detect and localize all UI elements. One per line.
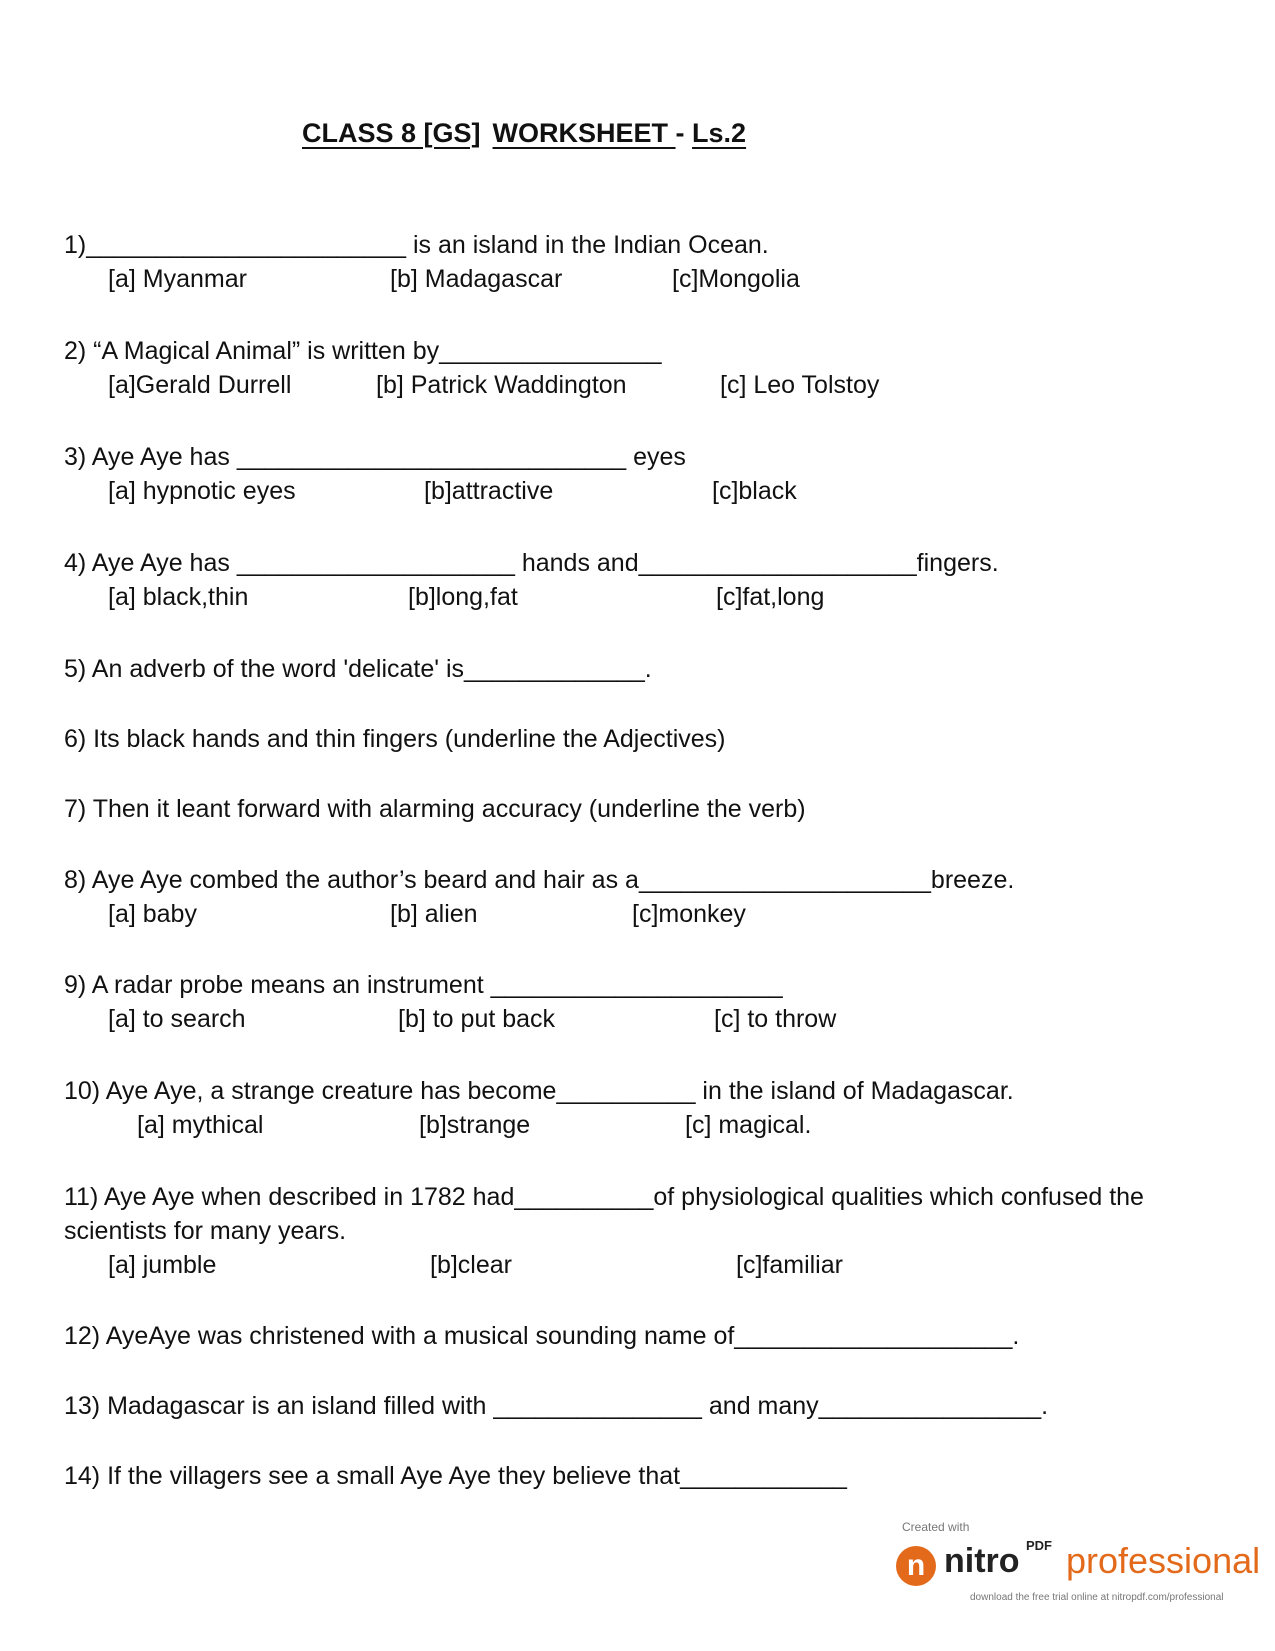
option-a: [a] hypnotic eyes: [108, 477, 296, 505]
question-10: 10) Aye Aye, a strange creature has become__________ in the island of Madagascar.: [64, 1077, 1014, 1105]
question-8: 8) Aye Aye combed the author’s beard and hair as a_____________________breeze.: [64, 866, 1015, 894]
nitro-brand: nitro: [944, 1542, 1020, 1580]
option-c: [c]black: [712, 477, 797, 505]
option-a: [a] to search: [108, 1005, 246, 1033]
nitro-pdf-watermark: [888, 1520, 1261, 1620]
question-5: 5) An adverb of the word 'delicate' is_____________.: [64, 655, 652, 683]
option-a: [a] mythical: [137, 1111, 264, 1139]
option-b: [b] Madagascar: [390, 265, 563, 293]
option-a: [a] Myanmar: [108, 265, 247, 293]
question-1: 1)_______________________ is an island in the Indian Ocean.: [64, 231, 769, 259]
nitro-logo-icon: n: [896, 1546, 936, 1586]
option-a: [a] jumble: [108, 1251, 217, 1279]
option-b: [b] Patrick Waddington: [376, 371, 627, 399]
option-c: [c] magical.: [685, 1111, 812, 1139]
option-b: [b] alien: [390, 900, 478, 928]
option-a: [a] black,thin: [108, 583, 249, 611]
title-lesson: Ls.2: [692, 118, 747, 148]
option-c: [c]monkey: [632, 900, 746, 928]
question-13: 13) Madagascar is an island filled with _______________ and many________________.: [64, 1392, 1049, 1420]
title-dash: -: [675, 118, 693, 148]
question-11-continued: scientists for many years.: [64, 1217, 347, 1245]
option-b: [b]strange: [419, 1111, 531, 1139]
option-c: [c]Mongolia: [672, 265, 800, 293]
option-a: [a] baby: [108, 900, 197, 928]
title-worksheet: WORKSHEET: [492, 118, 676, 148]
download-text: download the free trial online at nitropdf.com/professional: [970, 1592, 1224, 1603]
option-b: [b]attractive: [424, 477, 554, 505]
option-b: [b]clear: [430, 1251, 512, 1279]
question-2: 2) “A Magical Animal” is written by________________: [64, 337, 662, 365]
question-12: 12) AyeAye was christened with a musical sounding name of____________________.: [64, 1322, 1020, 1350]
question-9: 9) A radar probe means an instrument _____________________: [64, 971, 783, 999]
question-6: 6) Its black hands and thin fingers (underline the Adjectives): [64, 725, 726, 753]
option-b: [b]long,fat: [408, 583, 518, 611]
option-c: [c]fat,long: [716, 583, 825, 611]
professional-text: professional: [1066, 1540, 1261, 1581]
option-c: [c] to throw: [714, 1005, 837, 1033]
question-7: 7) Then it leant forward with alarming accuracy (underline the verb): [64, 795, 806, 823]
question-4: 4) Aye Aye has ____________________ hands and____________________fingers.: [64, 549, 999, 577]
option-c: [c] Leo Tolstoy: [720, 371, 880, 399]
created-with-text: Created with: [902, 1520, 970, 1534]
option-c: [c]familiar: [736, 1251, 843, 1279]
pdf-superscript: PDF: [1026, 1538, 1052, 1553]
question-11: 11) Aye Aye when described in 1782 had__________of physiological qualities which confused the: [64, 1183, 1144, 1211]
option-b: [b] to put back: [398, 1005, 556, 1033]
option-a: [a]Gerald Durrell: [108, 371, 292, 399]
title-class: CLASS 8 [GS]: [302, 118, 481, 148]
question-14: 14) If the villagers see a small Aye Aye they believe that____________: [64, 1462, 847, 1490]
question-3: 3) Aye Aye has ____________________________ eyes: [64, 443, 686, 471]
worksheet-title: [302, 118, 746, 149]
